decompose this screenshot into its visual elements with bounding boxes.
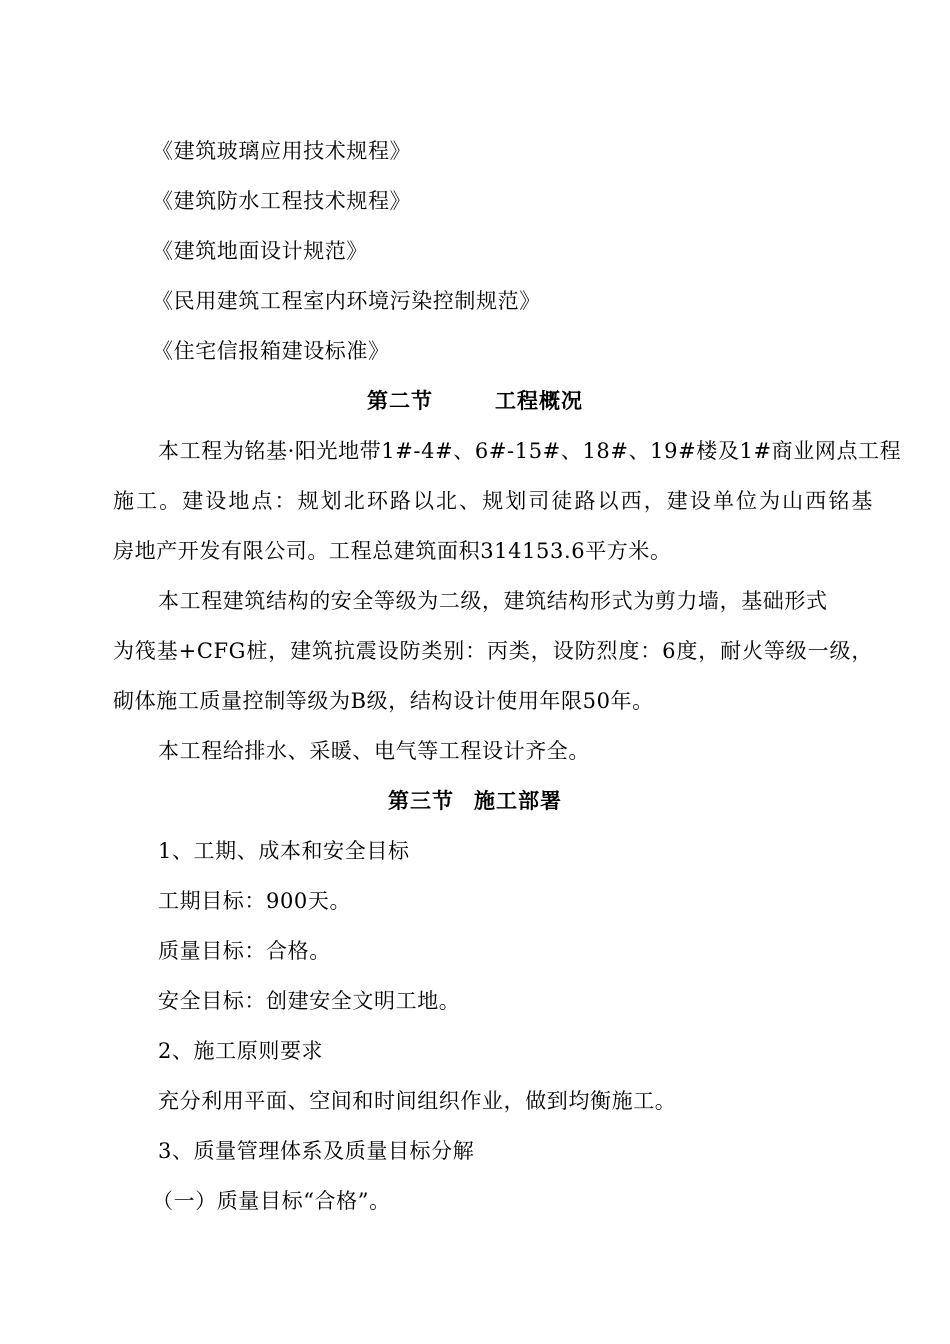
section-3-title: 施工部署 <box>474 789 562 813</box>
section-2-heading <box>0 386 950 416</box>
reference-glass-code: 《建筑玻璃应用技术规程》 <box>152 139 412 163</box>
reference-waterproof-code: 《建筑防水工程技术规程》 <box>152 189 412 213</box>
section-2-number: 第二节 <box>367 389 433 413</box>
deployment-item-2: 2、施工原则要求 <box>158 1039 324 1063</box>
overview-p1-line3: 房地产开发有限公司。工程总建筑面积314153.6平方米。 <box>113 539 672 563</box>
reference-mailbox-standard: 《住宅信报箱建设标准》 <box>152 339 390 363</box>
section-3-heading <box>0 786 950 816</box>
overview-p1-line2: 施工。建设地点：规划北环路以北、规划司徒路以西，建设单位为山西铭基 <box>113 489 873 513</box>
deployment-item-1: 1、工期、成本和安全目标 <box>158 839 410 863</box>
quality-goal-subitem-1: （一）质量目标“合格”。 <box>152 1189 391 1213</box>
reference-pollution-code: 《民用建筑工程室内环境污染控制规范》 <box>152 289 541 313</box>
overview-p2-line2: 为筏基+CFG桩，建筑抗震设防类别：丙类，设防烈度：6度，耐火等级一级， <box>113 639 873 663</box>
overview-p3-line1: 本工程给排水、采暖、电气等工程设计齐全。 <box>158 739 590 763</box>
schedule-goal: 工期目标：900天。 <box>158 889 352 913</box>
section-2-title: 工程概况 <box>495 389 583 413</box>
quality-goal: 质量目标：合格。 <box>158 939 331 963</box>
reference-floor-code: 《建筑地面设计规范》 <box>152 239 368 263</box>
safety-goal: 安全目标：创建安全文明工地。 <box>158 989 461 1013</box>
section-3-number: 第三节 <box>388 789 454 813</box>
overview-p2-line3: 砌体施工质量控制等级为B级，结构设计使用年限50年。 <box>113 689 654 713</box>
construction-principle: 充分利用平面、空间和时间组织作业，做到均衡施工。 <box>158 1089 677 1113</box>
overview-p2-line1: 本工程建筑结构的安全等级为二级，建筑结构形式为剪力墙，基础形式 <box>158 589 828 613</box>
overview-p1-line1: 本工程为铭基·阳光地带1#-4#、6#-15#、18#、19#楼及1#商业网点工程 <box>158 439 902 463</box>
deployment-item-3: 3、质量管理体系及质量目标分解 <box>158 1139 475 1163</box>
